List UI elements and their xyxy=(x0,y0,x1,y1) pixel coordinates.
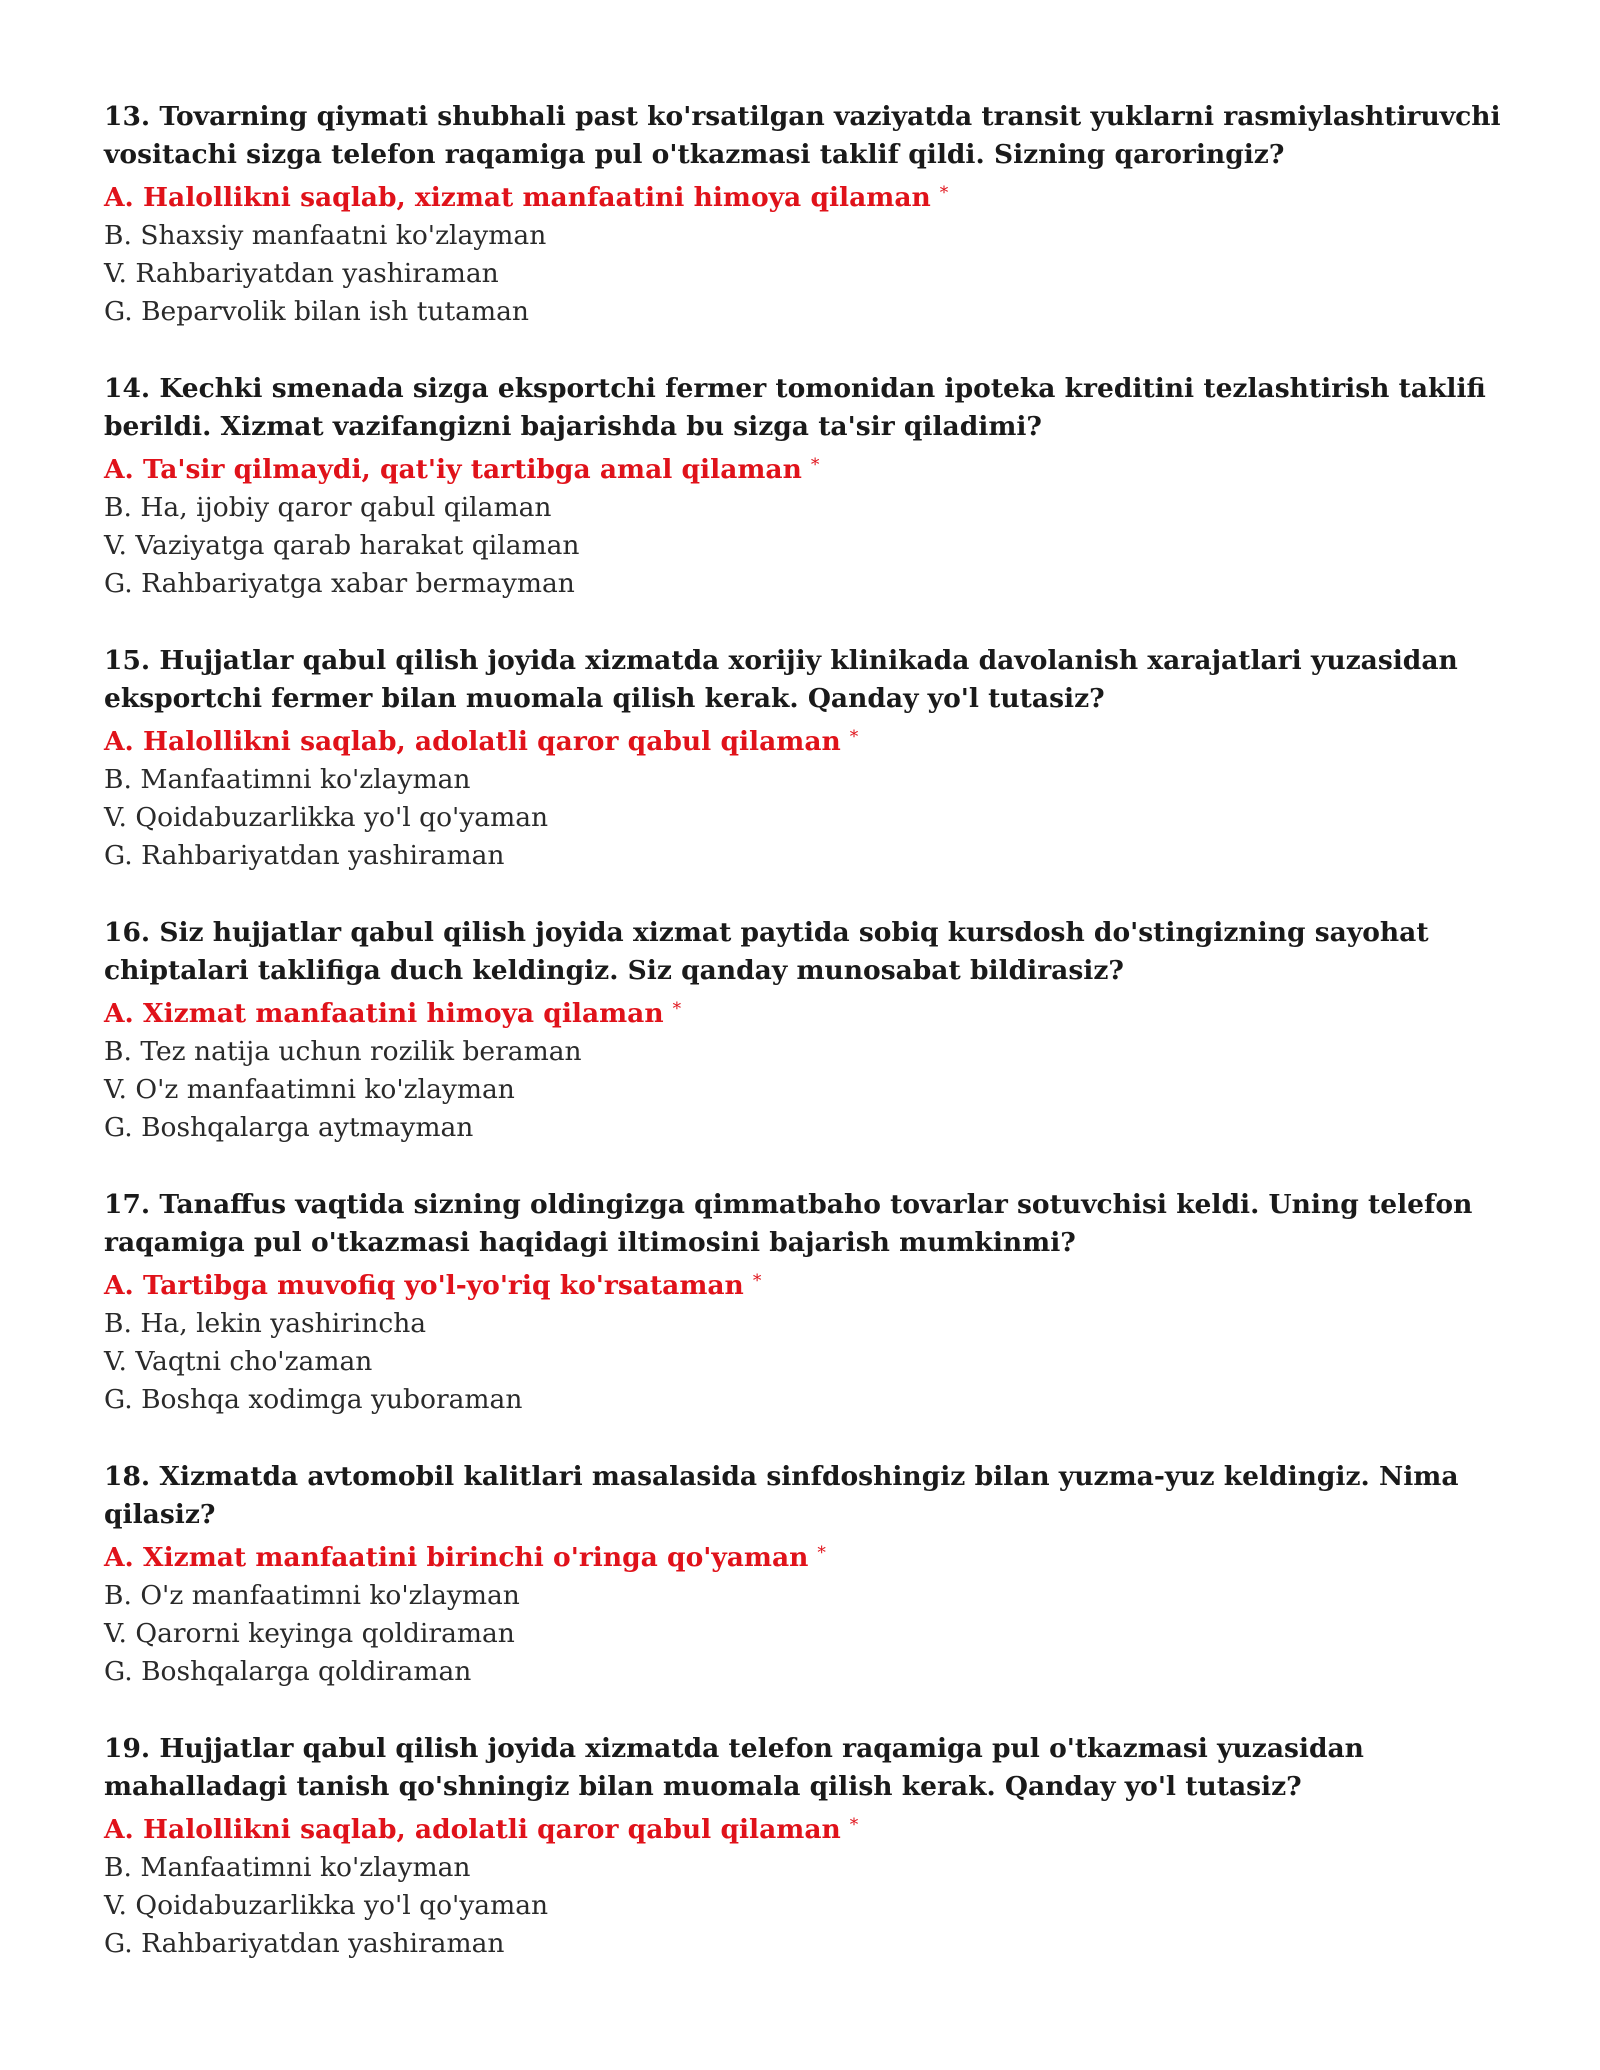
correct-marker: * xyxy=(849,1815,859,1835)
question-text: 17. Tanaffus vaqtida sizning oldingizga qimmatbaho tovarlar sotuvchisi keldi. Uning telefon raqamiga pul o'tkazmasi haqidagi iltimosini bajarish mumkinmi? xyxy=(104,1189,1473,1258)
answer-option: G. Boshqalarga qoldiraman xyxy=(104,1656,472,1687)
answer-option: V. Vaqtni cho'zaman xyxy=(104,1346,373,1377)
question-text: 14. Kechki smenada sizga eksportchi fermer tomonidan ipoteka kreditini tezlashtirish taklifi berildi. Xizmat vazifangizni bajarishda bu sizga ta'sir qiladimi? xyxy=(104,373,1486,442)
answer-option: B. Manfaatimni ko'zlayman xyxy=(104,1852,471,1883)
answer-option: G. Boshqa xodimga yuboraman xyxy=(104,1384,523,1415)
correct-marker: * xyxy=(752,1271,762,1291)
question-text: 19. Hujjatlar qabul qilish joyida xizmatda telefon raqamiga pul o'tkazmasi yuzasidan mahalladagi tanish qo'shningiz bilan muomala qilish kerak. Qanday yo'l tutasiz? xyxy=(104,1733,1364,1802)
correct-answer xyxy=(104,1262,1524,1305)
answer-option: V. Qoidabuzarlikka yo'l qo'yaman xyxy=(104,1890,549,1921)
question-block xyxy=(104,642,1524,875)
question-block xyxy=(104,1458,1524,1691)
correct-answer-text: A. Xizmat manfaatini birinchi o'ringa qo'yaman xyxy=(104,1542,809,1573)
answer-option: V. O'z manfaatimni ko'zlayman xyxy=(104,1074,515,1105)
correct-answer xyxy=(104,1534,1524,1577)
answer-option: V. Rahbariyatdan yashiraman xyxy=(104,258,499,289)
question-block xyxy=(104,914,1524,1147)
question-block xyxy=(104,1186,1524,1419)
question-text: 16. Siz hujjatlar qabul qilish joyida xizmat paytida sobiq kursdosh do'stingizning sayohat chiptalari taklifiga duch keldingiz. Siz qanday munosabat bildirasiz? xyxy=(104,917,1429,986)
correct-answer xyxy=(104,990,1524,1033)
correct-answer xyxy=(104,1806,1524,1849)
correct-answer xyxy=(104,718,1524,761)
question-text: 15. Hujjatlar qabul qilish joyida xizmatda xorijiy klinikada davolanish xarajatlari yuzasidan eksportchi fermer bilan muomala qilish kerak. Qanday yo'l tutasiz? xyxy=(104,645,1458,714)
correct-answer-text: A. Xizmat manfaatini himoya qilaman xyxy=(104,998,664,1029)
answer-option: B. Tez natija uchun rozilik beraman xyxy=(104,1036,582,1067)
correct-marker: * xyxy=(810,455,820,475)
correct-marker: * xyxy=(849,727,859,747)
answer-option: G. Boshqalarga aytmayman xyxy=(104,1112,474,1143)
correct-marker: * xyxy=(939,183,949,203)
answer-option: G. Rahbariyatdan yashiraman xyxy=(104,1928,505,1959)
correct-marker: * xyxy=(817,1543,826,1563)
correct-answer xyxy=(104,446,1524,489)
answer-option: B. Ha, lekin yashirincha xyxy=(104,1308,427,1339)
question-block xyxy=(104,1730,1524,1963)
correct-answer-text: A. Halollikni saqlab, xizmat manfaatini himoya qilaman xyxy=(104,182,931,213)
correct-answer-text: A. Tartibga muvofiq yo'l-yo'riq ko'rsataman xyxy=(104,1270,744,1301)
correct-answer-text: A. Ta'sir qilmaydi, qat'iy tartibga amal qilaman xyxy=(104,454,802,485)
answer-option: B. Shaxsiy manfaatni ko'zlayman xyxy=(104,220,547,251)
correct-answer-text: A. Halollikni saqlab, adolatli qaror qabul qilaman xyxy=(104,726,841,757)
correct-marker: * xyxy=(672,999,682,1019)
answer-option: B. Manfaatimni ko'zlayman xyxy=(104,764,471,795)
correct-answer xyxy=(104,174,1524,217)
answer-option: V. Vaziyatga qarab harakat qilaman xyxy=(104,530,580,561)
answer-option: V. Qarorni keyinga qoldiraman xyxy=(104,1618,515,1649)
answer-option: G. Rahbariyatga xabar bermayman xyxy=(104,568,575,599)
document-page xyxy=(104,98,1524,2002)
answer-option: G. Rahbariyatdan yashiraman xyxy=(104,840,505,871)
answer-option: V. Qoidabuzarlikka yo'l qo'yaman xyxy=(104,802,549,833)
question-block xyxy=(104,370,1524,603)
answer-option: B. O'z manfaatimni ko'zlayman xyxy=(104,1580,520,1611)
answer-option: G. Beparvolik bilan ish tutaman xyxy=(104,296,529,327)
question-text: 18. Xizmatda avtomobil kalitlari masalasida sinfdoshingiz bilan yuzma-yuz keldingiz. Nima qilasiz? xyxy=(104,1461,1459,1530)
answer-option: B. Ha, ijobiy qaror qabul qilaman xyxy=(104,492,552,523)
question-text: 13. Tovarning qiymati shubhali past ko'rsatilgan vaziyatda transit yuklarni rasmiylashtiruvchi vositachi sizga telefon raqamiga pul o'tkazmasi taklif qildi. Sizning qaroringiz? xyxy=(104,101,1501,170)
question-block xyxy=(104,98,1524,331)
correct-answer-text: A. Halollikni saqlab, adolatli qaror qabul qilaman xyxy=(104,1814,841,1845)
